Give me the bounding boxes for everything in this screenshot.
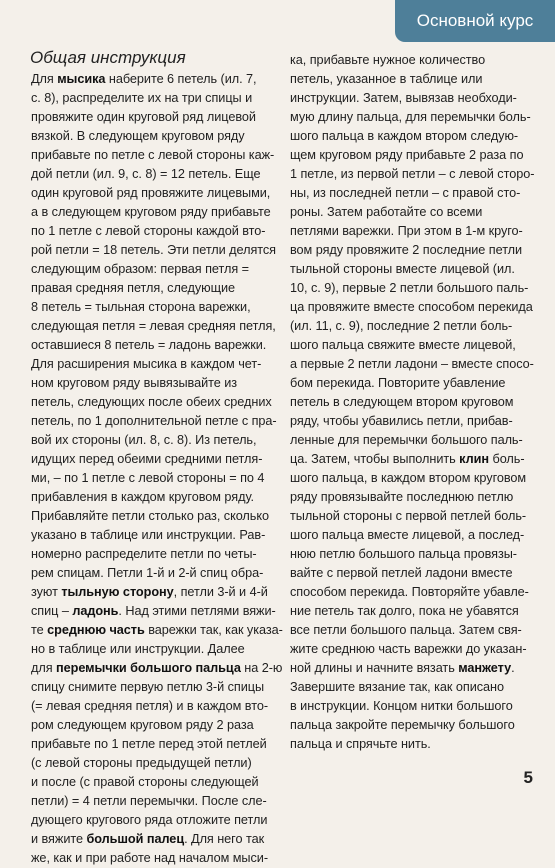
- text-column-right: [290, 51, 540, 754]
- text-segment: зуют: [31, 585, 62, 599]
- text-segment: в инструкции. Концом нитки большого: [290, 699, 513, 713]
- text-line: [31, 545, 278, 564]
- text-segment: . Для него так: [184, 832, 265, 846]
- text-segment: ми, – по 1 петле с левой стороны = по 4: [31, 471, 265, 485]
- text-segment: ряду, чтобы убавились петли, прибав-: [290, 414, 513, 428]
- text-line: [31, 241, 278, 260]
- text-segment: а в следующем круговом ряду прибавьте: [31, 205, 271, 219]
- bold-term: среднюю часть: [47, 623, 145, 637]
- text-segment: идущих перед обеими средними петля-: [31, 452, 263, 466]
- text-line: [31, 355, 278, 374]
- text-segment: пальца закройте перемычку большого: [290, 718, 515, 732]
- text-line: [31, 260, 278, 279]
- text-segment: следующим образом: первая петля =: [31, 262, 249, 276]
- text-line: [290, 450, 540, 469]
- text-line: [31, 336, 278, 355]
- text-segment: ка, прибавьте нужное количество: [290, 53, 486, 67]
- text-line: [290, 488, 540, 507]
- text-segment: (с левой стороны предыдущей петли): [31, 756, 252, 770]
- text-segment: оставшиеся 8 петель = ладонь варежки.: [31, 338, 267, 352]
- text-segment: вой их стороны (ил. 8, с. 8). Из петель,: [31, 433, 257, 447]
- text-line: [31, 279, 278, 298]
- text-segment: 8 петель = тыльная сторона варежки,: [31, 300, 251, 314]
- bold-term: манжету: [458, 661, 512, 675]
- text-segment: (ил. 11, с. 9), последние 2 петли боль-: [290, 319, 513, 333]
- text-line: [31, 412, 278, 431]
- text-segment: ны, из последней петли – с правой сто-: [290, 186, 521, 200]
- text-segment: спицу снимите первую петлю 3-й спицы: [31, 680, 265, 694]
- text-line: [31, 298, 278, 317]
- text-segment: пальца и спрячьте нить.: [290, 737, 431, 751]
- text-segment: номерно распределите петли по четы-: [31, 547, 257, 561]
- text-segment: ние петель так долго, пока не убавятся: [290, 604, 519, 618]
- text-line: [290, 317, 540, 336]
- text-segment: прибавьте по петле с левой стороны каж-: [31, 148, 275, 162]
- text-line: [290, 545, 540, 564]
- text-line: [290, 602, 540, 621]
- text-line: [31, 716, 278, 735]
- text-segment: с. 8), распределите их на три спицы и: [31, 91, 253, 105]
- text-line: [290, 564, 540, 583]
- text-line: [31, 70, 278, 89]
- text-segment: спиц –: [31, 604, 73, 618]
- page-number: 5: [523, 768, 533, 787]
- text-line: [290, 260, 540, 279]
- text-line: [31, 773, 278, 792]
- text-segment: петель, следующих после обеих средних: [31, 395, 272, 409]
- text-segment: те: [31, 623, 48, 637]
- text-segment: (= левая средняя петля) и в каждом вто-: [31, 699, 268, 713]
- text-line: [290, 526, 540, 545]
- text-line: [31, 811, 278, 830]
- text-segment: нюю петлю большого пальца провязы-: [290, 547, 517, 561]
- text-line: [31, 165, 278, 184]
- text-segment: петли) = 4 петли перемычки. После сле-: [31, 794, 267, 808]
- bold-term: перемычки большого пальца: [56, 661, 241, 675]
- text-line: [290, 659, 540, 678]
- text-line: [290, 507, 540, 526]
- text-line: [31, 754, 278, 773]
- text-segment: вом ряду провяжите 2 последние петли: [290, 243, 523, 257]
- text-segment: мую длину пальца, для перемычки боль-: [290, 110, 531, 124]
- text-line: [31, 431, 278, 450]
- text-segment: шого пальца свяжите вместе лицевой,: [290, 338, 516, 352]
- text-line: [31, 184, 278, 203]
- text-segment: бом перекида. Повторите убавление: [290, 376, 506, 390]
- text-line: [290, 165, 540, 184]
- text-line: [290, 279, 540, 298]
- text-line: [290, 108, 540, 127]
- text-segment: способом перекида. Повторяйте убавле-: [290, 585, 529, 599]
- text-segment: и вяжите: [31, 832, 87, 846]
- text-line: [31, 697, 278, 716]
- text-line: [290, 241, 540, 260]
- text-segment: на 2-ю: [240, 661, 283, 675]
- text-segment: ром следующем круговом ряду 2 раза: [31, 718, 254, 732]
- text-segment: 10, с. 9), первые 2 петли большого паль-: [290, 281, 529, 295]
- text-line: [31, 317, 278, 336]
- text-segment: ной длины и начните вязать: [290, 661, 459, 675]
- bold-term: клин: [459, 452, 489, 466]
- text-column-left: [31, 70, 283, 868]
- section-tab: [395, 0, 555, 42]
- text-line: [290, 127, 540, 146]
- text-segment: варежки так, как указа-: [144, 623, 283, 637]
- text-line: [290, 51, 540, 70]
- text-line: [31, 108, 278, 127]
- text-line: [290, 336, 540, 355]
- text-segment: инструкции. Затем, вывязав необходи-: [290, 91, 517, 105]
- text-line: [31, 374, 278, 393]
- text-line: [290, 583, 540, 602]
- bold-term: тыльную сторону: [61, 585, 174, 599]
- text-line: [31, 564, 278, 583]
- text-segment: дой петли (ил. 9, с. 8) = 12 петель. Еще: [31, 167, 261, 181]
- text-segment: следующая петля = левая средняя петля,: [31, 319, 276, 333]
- bold-term: большой палец: [86, 832, 185, 846]
- text-line: [31, 507, 278, 526]
- text-line: [31, 640, 278, 659]
- text-line: [290, 184, 540, 203]
- text-segment: прибавьте по 1 петле перед этой петлей: [31, 737, 267, 751]
- text-segment: вязкой. В следующем круговом ряду: [31, 129, 245, 143]
- text-segment: провяжите один круговой ряд лицевой: [31, 110, 256, 124]
- text-segment: боль-: [489, 452, 525, 466]
- text-line: [290, 70, 540, 89]
- text-segment: петлями варежки. При этом в 1-м круго-: [290, 224, 523, 238]
- text-segment: Прибавляйте петли столько раз, сколько: [31, 509, 269, 523]
- text-segment: один круговой ряд провяжите лицевыми,: [31, 186, 271, 200]
- bold-term: мысика: [57, 72, 106, 86]
- text-line: [290, 469, 540, 488]
- text-segment: указано в таблице или инструкции. Рав-: [31, 528, 266, 542]
- text-segment: жите среднюю часть варежки до указан-: [290, 642, 527, 656]
- bold-term: ладонь: [72, 604, 119, 618]
- text-segment: ца провяжите вместе способом перекида: [290, 300, 533, 314]
- text-line: [290, 678, 540, 697]
- text-line: [31, 621, 283, 640]
- text-segment: а первые 2 петли ладони – вместе спосо-: [290, 357, 534, 371]
- text-line: [31, 469, 278, 488]
- text-segment: ленные для перемычки большого паль-: [290, 433, 523, 447]
- text-segment: наберите 6 петель (ил. 7,: [105, 72, 257, 86]
- text-segment: тыльной стороны с первой петлей боль-: [290, 509, 527, 523]
- text-line: [290, 716, 540, 735]
- text-segment: шого пальца, в каждом втором круговом: [290, 471, 527, 485]
- text-segment: рем спицам. Петли 1-й и 2-й спиц обра-: [31, 566, 264, 580]
- text-line: [290, 222, 540, 241]
- text-line: [31, 830, 278, 849]
- text-line: [31, 735, 278, 754]
- text-line: [31, 146, 278, 165]
- text-line: [31, 127, 278, 146]
- text-segment: шого пальца в каждом втором следую-: [290, 129, 519, 143]
- text-segment: .: [511, 661, 515, 675]
- text-line: [31, 393, 278, 412]
- text-line: [290, 146, 540, 165]
- text-line: [31, 526, 278, 545]
- text-line: [31, 849, 278, 868]
- text-segment: , петли 3-й и 4-й: [173, 585, 268, 599]
- text-line: [290, 298, 540, 317]
- text-line: [31, 602, 278, 621]
- text-segment: дующего кругового ряда отложите петли: [31, 813, 268, 827]
- text-line: [290, 697, 540, 716]
- text-line: [290, 735, 540, 754]
- text-line: [290, 621, 540, 640]
- text-line: [290, 393, 540, 412]
- text-line: [31, 583, 278, 602]
- section-heading: Общая инструкция: [30, 48, 186, 67]
- text-segment: по 1 петле с левой стороны каждой вто-: [31, 224, 266, 238]
- text-line: [31, 659, 283, 678]
- text-line: [290, 412, 540, 431]
- text-segment: петель, указанное в таблице или: [290, 72, 483, 86]
- text-segment: ца. Затем, чтобы выполнить: [290, 452, 460, 466]
- text-line: [31, 678, 278, 697]
- text-segment: но в таблице или инструкции. Далее: [31, 642, 245, 656]
- text-segment: петель в следующем втором круговом: [290, 395, 514, 409]
- text-segment: Завершите вязание так, как описано: [290, 680, 505, 694]
- text-line: [31, 792, 278, 811]
- text-line: [31, 450, 278, 469]
- text-segment: Для: [31, 72, 58, 86]
- text-segment: и после (с правой стороны следующей: [31, 775, 259, 789]
- text-line: [290, 640, 540, 659]
- text-segment: Для расширения мысика в каждом чет-: [31, 357, 262, 371]
- text-segment: роны. Затем работайте со всеми: [290, 205, 483, 219]
- text-segment: шого пальца вместе лицевой, а послед-: [290, 528, 525, 542]
- text-segment: 1 петле, из первой петли – с левой сторо-: [290, 167, 535, 181]
- text-segment: щем круговом ряду прибавьте 2 раза по: [290, 148, 524, 162]
- text-line: [290, 355, 540, 374]
- text-segment: ном круговом ряду вывязывайте из: [31, 376, 238, 390]
- text-segment: правая средняя петля, следующие: [31, 281, 236, 295]
- section-tab-label: Основной курс: [416, 11, 534, 30]
- text-line: [290, 203, 540, 222]
- text-segment: рой петли = 18 петель. Эти петли делятся: [31, 243, 277, 257]
- text-segment: для: [31, 661, 57, 675]
- text-segment: прибавления в каждом круговом ряду.: [31, 490, 254, 504]
- text-line: [31, 488, 278, 507]
- text-line: [31, 89, 278, 108]
- text-segment: вайте с первой петлей ладони вместе: [290, 566, 513, 580]
- text-segment: ряду провязывайте последнюю петлю: [290, 490, 514, 504]
- text-line: [290, 89, 540, 108]
- text-segment: . Над этими петлями вяжи-: [118, 604, 276, 618]
- text-line: [31, 203, 278, 222]
- text-line: [290, 431, 540, 450]
- text-segment: же, как и при работе над началом мыси-: [31, 851, 269, 865]
- text-line: [290, 374, 540, 393]
- text-segment: все петли большого пальца. Затем свя-: [290, 623, 522, 637]
- text-line: [31, 222, 278, 241]
- text-segment: петель, по 1 дополнительной петле с пра-: [31, 414, 277, 428]
- text-segment: тыльной стороны вместе лицевой (ил.: [290, 262, 515, 276]
